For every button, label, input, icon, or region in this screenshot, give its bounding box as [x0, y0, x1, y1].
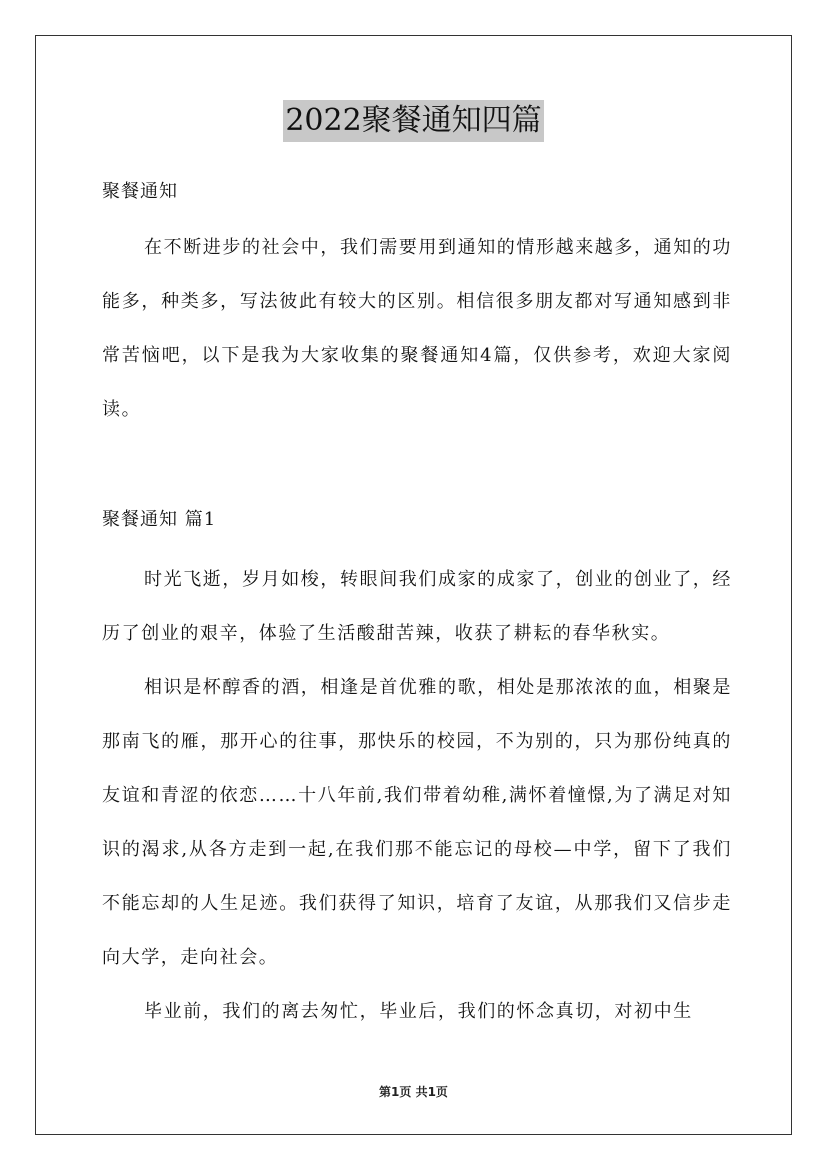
- section-heading: 聚餐通知 篇1: [102, 509, 217, 530]
- page-number-footer: 第1页 共1页: [379, 1085, 448, 1099]
- paragraph: 相识是杯醇香的酒，相逢是首优雅的歌，相处是那浓浓的血，相聚是那南飞的雁，那开心的往事，那快乐的校园，不为别的，只为那份纯真的友谊和青涩的依恋……十八年前,我们带着幼稚,满怀着憧憬,为了满足对知识的渴求,从各方走到一起,在我们那不能忘记的母校—中学，留下了我们不能忘却的人生足迹。我们获得了知识，培育了友谊，从那我们又信步走向大学，走向社会。: [102, 677, 732, 968]
- paragraph: 在不断进步的社会中，我们需要用到通知的情形越来越多，通知的功能多，种类多，写法彼此有较大的区别。相信很多朋友都对写通知感到非常苦恼吧，以下是我为大家收集的聚餐通知4篇，仅供参考，欢迎大家阅读。: [102, 237, 732, 420]
- title-container: [0, 100, 827, 142]
- paragraph: 时光飞逝，岁月如梭，转眼间我们成家的成家了，创业的创业了，经历了创业的艰辛，体验了生活酸甜苦辣，收获了耕耘的春华秋实。: [102, 569, 732, 644]
- document-body: [102, 177, 732, 1039]
- section-heading: 聚餐通知: [102, 181, 178, 202]
- paragraph: 毕业前，我们的离去匆忙，毕业后，我们的怀念真切，对初中生: [144, 1001, 693, 1022]
- document-title: 2022聚餐通知四篇: [283, 100, 543, 142]
